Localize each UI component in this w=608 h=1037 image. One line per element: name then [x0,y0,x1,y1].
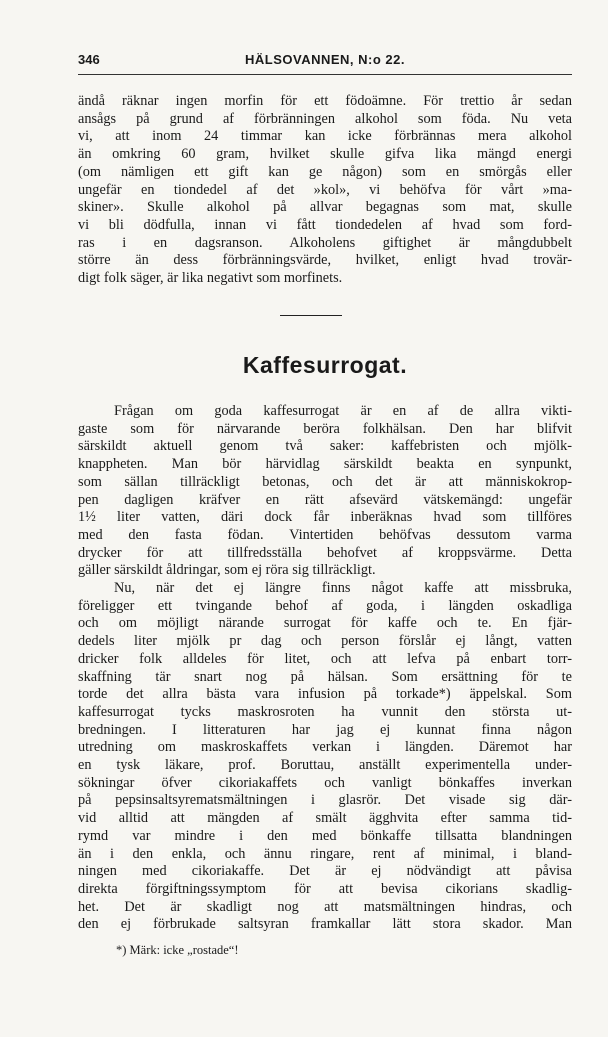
text-line: skiner». Skulle alkohol på allvar begagnas som mat, skulle [78,199,572,216]
text-line: ningen med cikoriakaffe. Det är ej nödvändigt att påvisa [78,863,572,880]
footnote: *) Märk: icke „rostade“! [116,943,239,957]
running-title: HÄLSOVANNEN, N:o 22. [245,52,405,67]
text-line: ungefär en tiondedel af det »kol», vi behöfva för vårt »ma- [78,181,572,198]
text-line: gaste som för närvarande beröra folkhälsan. Den har blifvit [78,420,572,437]
text-line: särskildt aktuell genom två saker: kaffebristen och mjölk- [78,438,572,455]
paragraph [78,580,572,934]
text-line: drycker för att tillfredsställa behofvet af kroppsvärme. Detta [78,544,572,561]
text-line: utredning om maskroskaffets verkan i längden. Däremot har [78,739,572,756]
text-line: kaffesurrogat tycks maskrosroten ha vunnit den största ut- [78,703,572,720]
text-line: 1½ liter vatten, däri dock får inberäknas hvad som tillföres [78,509,572,526]
text-line: ras i en dagsranson. Alkoholens giftighet är mångdubbelt [78,234,572,251]
section-divider [280,315,342,316]
text-line: en tysk läkare, prof. Boruttau, anställt experimentella under- [78,757,572,774]
text-line: den ej förbrukade saltsyran framkallar lätt stora skador. Man [78,916,572,933]
text-line: rymd var mindre i den med bönkaffe tillsatta blandningen [78,827,572,844]
text-line: vi, att inom 24 timmar kan icke förbrännas mera alkohol [78,128,572,145]
text-line: än omkring 60 gram, hvilket skulle gifva lika mängd energi [78,146,572,163]
text-line: Nu, när det ej längre finns något kaffe att missbruka, [114,580,572,596]
text-line: pen dagligen kräfver en rätt afsevärd vätskemängd: ungefär [78,491,572,508]
text-line: större än dess förbränningsvärde, hvilket, enligt hvad trovär- [78,252,572,269]
text-line: gäller särskildt åldringar, som ej röra sig tillräckligt. [78,562,376,579]
text-line: än i den enkla, och ännu ringare, rent af minimal, i bland- [78,845,572,862]
text-line: het. Det är skadligt nog att matsmältningen hindras, och [78,898,572,915]
paragraph-continuation [78,93,572,288]
text-line: ändå räknar ingen morfin för ett födoämne. För trettio år sedan [78,93,572,109]
text-line: och om möjligt närande surrogat för kaffe och te. En fjär- [78,615,572,632]
paragraph [78,403,572,580]
text-line: föreligger ett tvingande behof af goda, i längden oskadliga [78,597,572,614]
text-line: med den fasta födan. Vintertiden behöfvas dessutom varma [78,526,572,543]
text-line: vid alltid att mängden af smält ägghvita efter samma tid- [78,810,572,827]
section-heading: Kaffesurrogat. [242,352,408,378]
text-line: som sällan tillräckligt betonas, och det är att människokrop- [78,473,572,490]
text-line: sökningar öfver cikoriakaffets och vanligt bönkaffes inverkan [78,774,572,791]
text-line: ansågs på grund af förbränningen alkohol som föda. Nu veta [78,110,572,127]
text-line: dedels liter mjölk pr dag och person förslår ej långt, vatten [78,633,572,650]
text-line: torde det allra bästa vara infusion på torkade*) äppelskal. Som [78,686,572,703]
page-header [78,52,572,75]
text-line: (om nämligen ett gift kan ge någon) som en smörgås eller [78,163,572,180]
page-number: 346 [78,52,100,67]
text-line: direkta förgiftningssymptom för att bevisa cikorians skadlig- [78,880,572,897]
text-line: skaffning tär snart nog på hälsan. Som ersättning för te [78,668,572,685]
text-line: digt folk säger, är lika negativt som morfinets. [78,270,343,287]
text-line: vi bli dödfulla, innan vi fått tiondedelen af hvad som ford- [78,216,572,233]
text-line: på pepsinsaltsyrematsmältningen i glasrör. Det visade sig där- [78,792,572,809]
text-line: Frågan om goda kaffesurrogat är en af de allra vikti- [114,403,572,419]
text-line: bredningen. I litteraturen har jag ej kunnat finna någon [78,721,572,738]
text-line: knappheten. Man bör härvidlag särskildt beakta en synpunkt, [78,456,572,473]
text-line: dricker folk alldeles för litet, och att lefva på enbart torr- [78,650,572,667]
